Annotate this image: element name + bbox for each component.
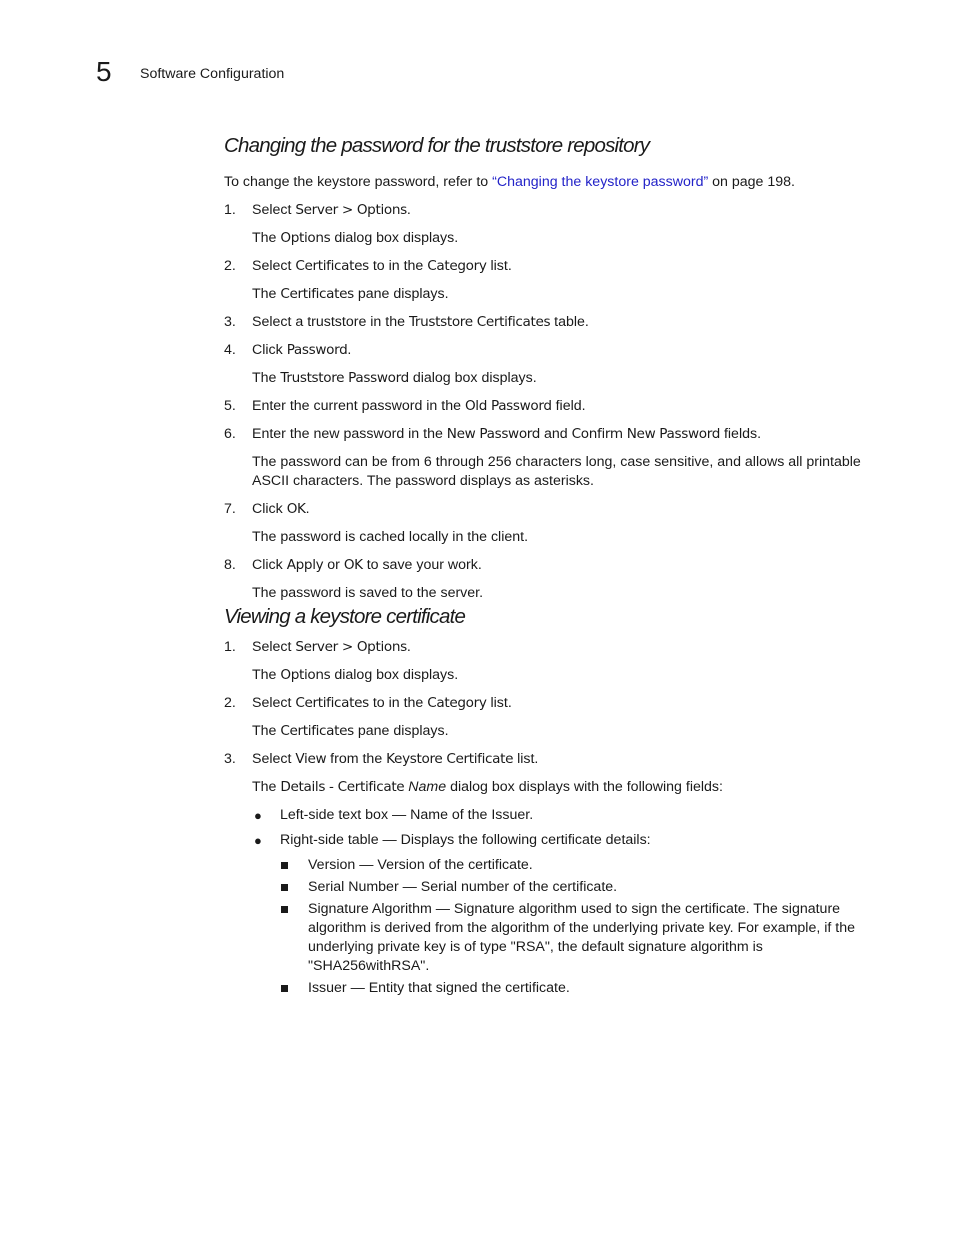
- list-item: ● Right-side table — Displays the following certificate details: Version — Version of the certificate. Serial Number — Serial number of the certificate. Signature Algorithm — Signature algorithm used to sign the certificate. The signature algorithm is derived from the algorithm of the underlying private key. For example, if the underlying private key is of type "RSA", the default signature algorithm is "SHA256withRSA". Issuer — Entity that signed the certificate.: [280, 831, 864, 998]
- step-4: 4. Click Password.: [224, 342, 352, 358]
- step-6: 6. Enter the new password in the New Password and Confirm New Password fields.: [224, 426, 762, 442]
- cross-reference-link[interactable]: “Changing the keystore password”: [492, 174, 709, 190]
- view-step-3-result: The Details - Certificate Name dialog box displays with the following fields:: [252, 779, 723, 795]
- square-bullet-icon: [281, 862, 288, 869]
- step-1: 1. Select Server > Options.: [224, 202, 411, 218]
- section-title-view-keystore-certificate: Viewing a keystore certificate: [224, 605, 466, 628]
- step-7-result: The password is cached locally in the client.: [252, 529, 529, 545]
- square-bullet-icon: [281, 906, 288, 913]
- intro-paragraph: To change the keystore password, refer to “Changing the keystore password” on page 198.: [224, 174, 795, 190]
- view-step-1: 1. Select Server > Options.: [224, 639, 411, 655]
- certificate-fields-list: [224, 806, 864, 998]
- view-step-3: 3. Select View from the Keystore Certificate list.: [224, 751, 539, 767]
- view-step-2-result: The Certificates pane displays.: [252, 723, 449, 739]
- step-3: 3. Select a truststore in the Truststore Certificates table.: [224, 314, 589, 330]
- step-6-result: The password can be from 6 through 256 characters long, case sensitive, and allows all printable ASCII characters. The password displays as asterisks.: [252, 454, 861, 489]
- square-bullet-icon: [281, 985, 288, 992]
- page-content: [224, 132, 864, 1004]
- section-title-truststore-password: Changing the password for the truststore repository: [224, 134, 650, 157]
- bullet-icon: ●: [254, 808, 262, 823]
- chapter-title: Software Configuration: [140, 66, 285, 82]
- list-item: Serial Number — Serial number of the certificate.: [308, 878, 864, 897]
- step-1-result: The Options dialog box displays.: [252, 230, 459, 246]
- list-item: Version — Version of the certificate.: [308, 856, 864, 875]
- list-item: ● Left-side text box — Name of the Issuer.: [254, 807, 534, 823]
- step-8-result: The password is saved to the server.: [252, 585, 484, 601]
- step-2: 2. Select Certificates to in the Category list.: [224, 258, 512, 274]
- step-2-result: The Certificates pane displays.: [252, 286, 449, 302]
- list-item: Signature Algorithm — Signature algorithm used to sign the certificate. The signature algorithm is derived from the algorithm of the underlying private key. For example, if the underlying private key is of type "RSA", the default signature algorithm is "SHA256withRSA".: [308, 900, 864, 976]
- list-item: Issuer — Entity that signed the certificate.: [308, 979, 864, 998]
- step-4-result: The Truststore Password dialog box displays.: [252, 370, 537, 386]
- view-step-1-result: The Options dialog box displays.: [252, 667, 459, 683]
- certificate-details-list: [280, 856, 864, 998]
- bullet-icon: ●: [254, 833, 262, 848]
- step-5: 5. Enter the current password in the Old Password field.: [224, 398, 586, 414]
- step-7: 7. Click OK.: [224, 501, 310, 517]
- view-step-2: 2. Select Certificates to in the Category list.: [224, 695, 512, 711]
- step-8: 8. Click Apply or OK to save your work.: [224, 557, 482, 573]
- chapter-number: 5: [96, 56, 112, 87]
- square-bullet-icon: [281, 884, 288, 891]
